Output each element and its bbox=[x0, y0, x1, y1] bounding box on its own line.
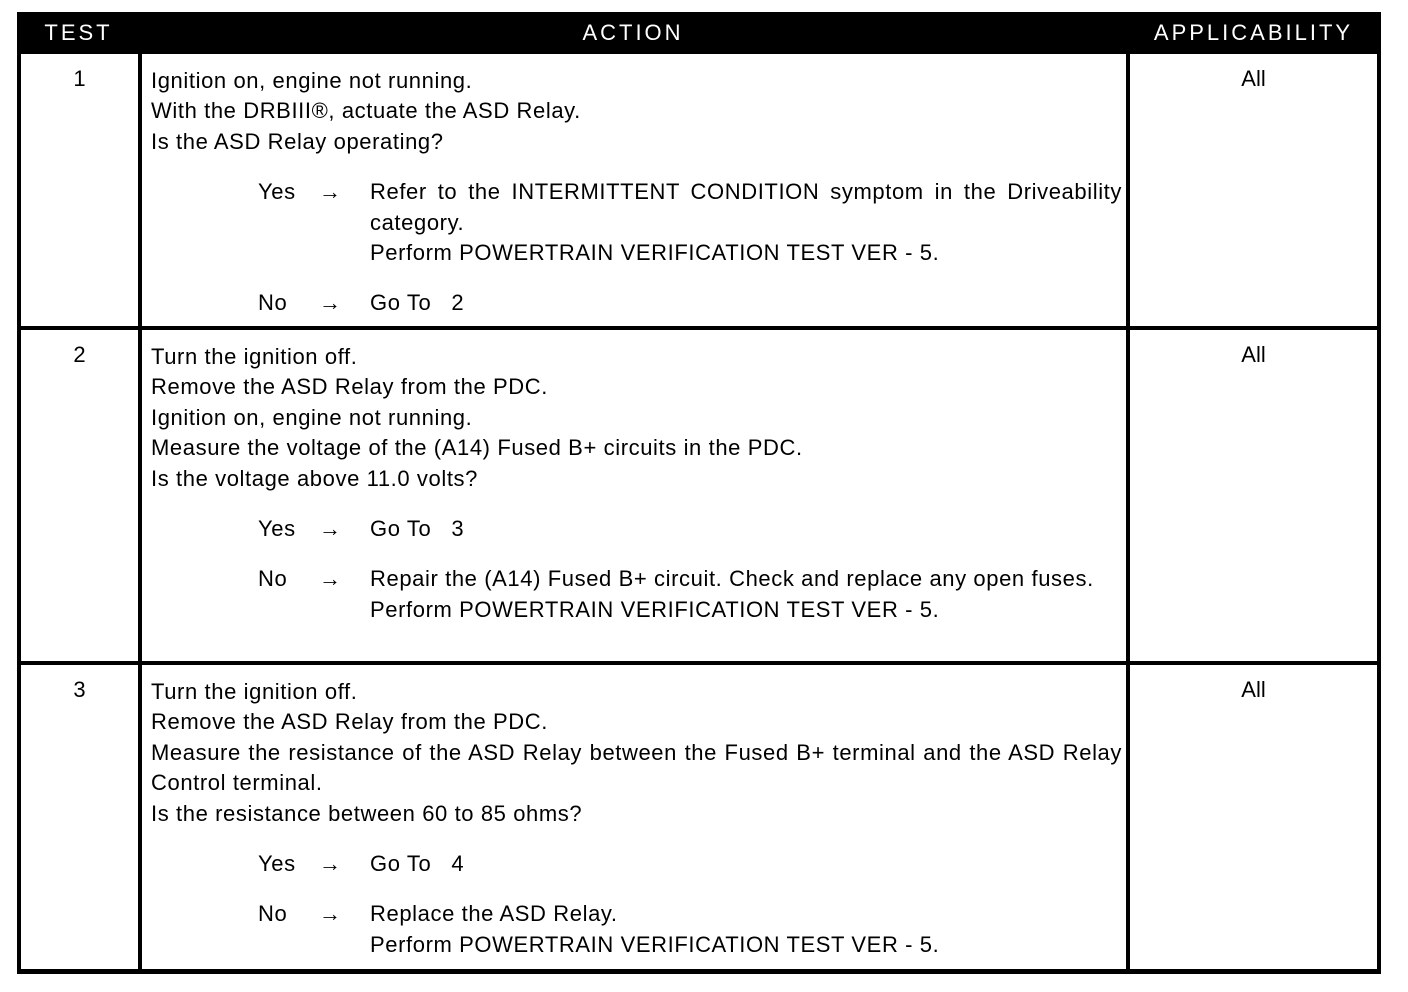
step-text: With the DRBIII®, actuate the ASD Relay. bbox=[151, 98, 581, 124]
answer-text: Replace the ASD Relay. bbox=[370, 901, 618, 927]
answer-no bbox=[151, 899, 1118, 960]
header-applicability: APPLICABILITY bbox=[1153, 20, 1354, 45]
answer-text: Go To 3 bbox=[370, 516, 465, 542]
action-cell bbox=[142, 665, 1126, 969]
table-row-3 bbox=[21, 665, 1377, 969]
table-header bbox=[17, 12, 1381, 54]
test-number: 3 bbox=[21, 665, 138, 969]
test-number: 2 bbox=[21, 330, 138, 661]
answer-text: Repair the (A14) Fused B+ circuit. Check and replace any open fuses. bbox=[370, 566, 1094, 592]
header-test: TEST bbox=[44, 20, 113, 45]
applicability-value: All bbox=[1130, 330, 1377, 661]
step-text: Turn the ignition off. bbox=[151, 344, 358, 369]
table-row-1 bbox=[21, 54, 1377, 326]
arrow-right-icon: → bbox=[319, 566, 342, 592]
arrow-right-icon: → bbox=[319, 851, 342, 877]
applicability-value: All bbox=[1130, 665, 1377, 969]
step-text: Measure the resistance of the ASD Relay between the Fused B+ terminal and the ASD Relay Control terminal. bbox=[151, 739, 1122, 796]
answer-label: Yes bbox=[258, 179, 296, 205]
action-cell bbox=[142, 330, 1126, 661]
step-text: Ignition on, engine not running. bbox=[151, 404, 473, 430]
step-text: Is the voltage above 11.0 volts? bbox=[151, 465, 478, 491]
answer-no bbox=[151, 288, 1118, 318]
answer-yes bbox=[151, 514, 1118, 544]
step-text: Measure the voltage of the (A14) Fused B+ circuits in the PDC. bbox=[151, 435, 803, 461]
step-text: Remove the ASD Relay from the PDC. bbox=[151, 374, 548, 400]
answer-text: Perform POWERTRAIN VERIFICATION TEST VER - 5. bbox=[370, 931, 940, 957]
step-text: Ignition on, engine not running. bbox=[151, 68, 473, 93]
table-row-2 bbox=[21, 330, 1377, 661]
answer-text: Perform POWERTRAIN VERIFICATION TEST VER - 5. bbox=[370, 240, 940, 266]
answer-yes bbox=[151, 177, 1122, 268]
answer-label: No bbox=[258, 290, 288, 316]
applicability-value: All bbox=[1130, 54, 1377, 326]
answer-no bbox=[151, 564, 1118, 625]
answer-text: Go To 2 bbox=[370, 290, 465, 316]
arrow-right-icon: → bbox=[319, 290, 342, 316]
answer-text: Refer to the INTERMITTENT CONDITION symptom in the Driveability category. bbox=[370, 179, 1122, 235]
step-text: Remove the ASD Relay from the PDC. bbox=[151, 709, 548, 735]
step-text: Is the resistance between 60 to 85 ohms? bbox=[151, 800, 583, 826]
test-number: 1 bbox=[21, 54, 138, 326]
action-cell bbox=[142, 54, 1126, 326]
step-text: Is the ASD Relay operating? bbox=[151, 128, 444, 154]
arrow-right-icon: → bbox=[319, 179, 342, 205]
answer-label: No bbox=[258, 566, 288, 592]
header-action: ACTION bbox=[582, 20, 684, 45]
answer-label: Yes bbox=[258, 516, 296, 542]
step-text: Turn the ignition off. bbox=[151, 679, 358, 704]
diagnostic-table bbox=[17, 12, 1381, 974]
arrow-right-icon: → bbox=[319, 516, 342, 542]
answer-text: Go To 4 bbox=[370, 851, 465, 877]
answer-text: Perform POWERTRAIN VERIFICATION TEST VER - 5. bbox=[370, 596, 940, 622]
arrow-right-icon: → bbox=[319, 901, 342, 927]
answer-yes bbox=[151, 849, 1118, 879]
answer-label: Yes bbox=[258, 851, 296, 877]
answer-label: No bbox=[258, 901, 288, 927]
